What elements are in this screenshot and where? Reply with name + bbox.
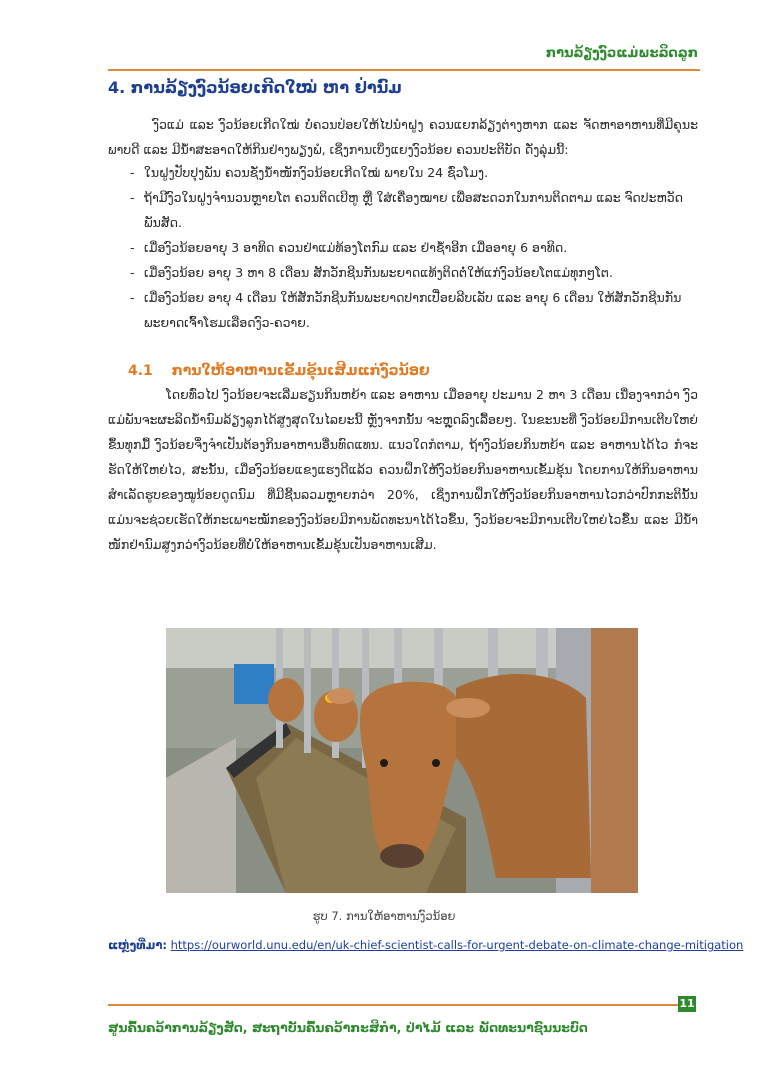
list-item: - ຖ້າມີງົວໃນຝູງຈຳນວນຫຼາຍໂຕ ຄວນຕິດເບີຫູ ຫຼື ໃສ່ເຄື່ອງໝາຍ ເພື່ອສະດວກໃນການຕິດຕາມ ແລະ ຈົດປະຫວັດພັນສັດ.: [130, 190, 684, 230]
subsection-title-text: ການໃຫ້ອາຫານເຂັ້ມຂຸ້ນເສີມແກ່ງົວນ້ອຍ: [171, 363, 430, 379]
care-steps-list: [108, 160, 698, 335]
footer-institution: ສູນຄົ້ນຄວ້າການລ້ຽງສັດ, ສະຖາບັນຄົ້ນຄວ້າກະສິກຳ, ປ່າໄມ້ ແລະ ພັດທະນາຊົນນະບົດ: [108, 1020, 588, 1035]
subsection-title: [128, 363, 430, 379]
calves-feeding-photo: [166, 628, 638, 893]
subsection-paragraph: ໂດຍທົ່ວໄປ ງົວນ້ອຍຈະເລີ່ມຮຽນກິນຫຍ້າ ແລະ ອາຫານ ເມື່ອອາຍຸ ປະມານ 2 ຫາ 3 ເດືອນ ເນື່ອງຈາກວ່າ ງົວແມ່ພັນຈະຜະລິດນ້ຳນົມລ້ຽງລູກໄດ້ສູງສຸດໃນໄລຍະນີ້ ຫຼັງຈາກນັ້ນ ຈະຫຼຸດລົງເລື້ອຍໆ. ໃນຂະນະທີ່ ງົວນ້ອຍມີການເຕີບໃຫຍ່ຂຶ້ນທຸກມື້ ງົວນ້ອຍຈຶ່ງຈຳເປັນຕ້ອງກິນອາຫານອື່ນທົດແທນ. ແນວໃດກໍຕາມ, ຖ້າງົວນ້ອຍກິນຫຍ້າ ແລະ ອາຫານໄດ້ໄວ ກໍຈະຮັດໃຫ້ໃຫຍ່ໄວ, ສະນັ້ນ, ເມື່ອງົວນ້ອຍແຂງແຮງດີແລ້ວ ຄວນຝຶກໃຫ້ງົວນ້ອຍກິນອາຫານເຂັ້ມຂຸ້ນ ໂດຍການໃຫ້ກິນອາຫານສຳເລັດຮູບຂອງໝູນ້ອຍດູດນົມ ທີ່ມີຊີ້ນລວມຫຼາຍກວ່າ 20%, ເຊິ່ງການຝຶກໃຫ້ງົວນ້ອຍກິນອາຫານໄວກວ່າປົກກະຕິນັ້ນ ແມ່ນຈະຊ່ວຍເຮັດໃຫ້ກະເພາະໝັກຂອງງົວນ້ອຍມີການພັດທະນາໄດ້ໄວຂຶ້ນ, ງົວນ້ອຍຈະມີການເຕີບໃຫຍ່ໄວຂຶ້ນ ແລະ ມີນ້ຳໜັກຢ່ານົມສູງກວ່າງົວນ້ອຍທີ່ບໍ່ໃຫ້ອາຫານເຂັ້ມຂຸ້ນເປັນອາຫານເສີມ.: [108, 387, 698, 552]
section-title: [108, 78, 708, 97]
page-number: 11: [679, 997, 695, 1010]
subsection-number: 4.1: [128, 363, 153, 379]
list-item: - ເມື່ອງົວນ້ອຍ ອາຍຸ 4 ເດືອນ ໃຫ້ສັກວັກຊີນກັນພະຍາດປາກເປື່ອຍລີບເລັບ ແລະ ອາຍຸ 6 ເດືອນ ໃຫ້ສັກວັກຊີນກັນພະຍາດເຈົ້າໂຮມເລືອດງົວ-ຄວາຍ.: [130, 290, 682, 330]
list-item: - ເມື່ອງົວນ້ອຍອາຍຸ 3 ອາທິດ ຄວນຢ່າແມ່ທ້ອງໂຕກົມ ແລະ ຢ່າຊ້ຳອີກ ເມື່ອອາຍຸ 6 ອາທິດ.: [130, 240, 568, 255]
figure-caption: ຮູບ 7. ການໃຫ້ອາຫານງົວນ້ອຍ: [312, 909, 456, 923]
section-title-text: ການລ້ຽງງົວນ້ອຍເກີດໃໝ່ ຫາ ຢ່ານົມ: [130, 78, 402, 97]
running-header: ການລ້ຽງງົວແມ່ພະລິດລູກ: [545, 46, 698, 61]
section-number: 4.: [108, 78, 126, 97]
list-item: - ເມື່ອງົວນ້ອຍ ອາຍຸ 3 ຫາ 8 ເດືອນ ສັກວັກຊີນກັນພະຍາດແທ້ງຕິດຕໍ່ໃຫ້ແກ່ງົວນ້ອຍໂຕແມ່ທຸກໆໂຕ.: [130, 265, 613, 280]
source-label: ແຫຼ່ງທີ່ມາ:: [108, 938, 167, 952]
figure-source: [108, 938, 743, 952]
list-item: - ໃນຝູງປັບປຸງພັນ ຄວນຊັ່ງນ້ຳໜັກງົວນ້ອຍເກີດໃໝ່ ພາຍໃນ 24 ຊົ່ວໂມງ.: [130, 165, 489, 180]
source-link[interactable]: https://ourworld.unu.edu/en/uk-chief-scientist-calls-for-urgent-debate-on-climate-change-mitigation: [170, 938, 744, 952]
header-divider: [108, 69, 700, 71]
footer-divider: [108, 1004, 678, 1006]
section-intro-paragraph: ງົວແມ່ ແລະ ງົວນ້ອຍເກີດໃໝ່ ບໍ່ຄວນປ່ອຍໃຫ້ໄປນຳຝູງ ຄວນແຍກລ້ຽງຕ່າງຫາກ ແລະ ຈັດຫາອາຫານທີ່ມີຄຸນະພາບດີ ແລະ ມີນ້ຳສະອາດໃຫ້ກິນຢ່າງພຽງພໍ, ເຊິ່ງການເບິ່ງແຍງງົວນ້ອຍ ຄວນປະຕິບັດ ດັ່ງລຸ່ມນີ້:: [108, 117, 698, 157]
